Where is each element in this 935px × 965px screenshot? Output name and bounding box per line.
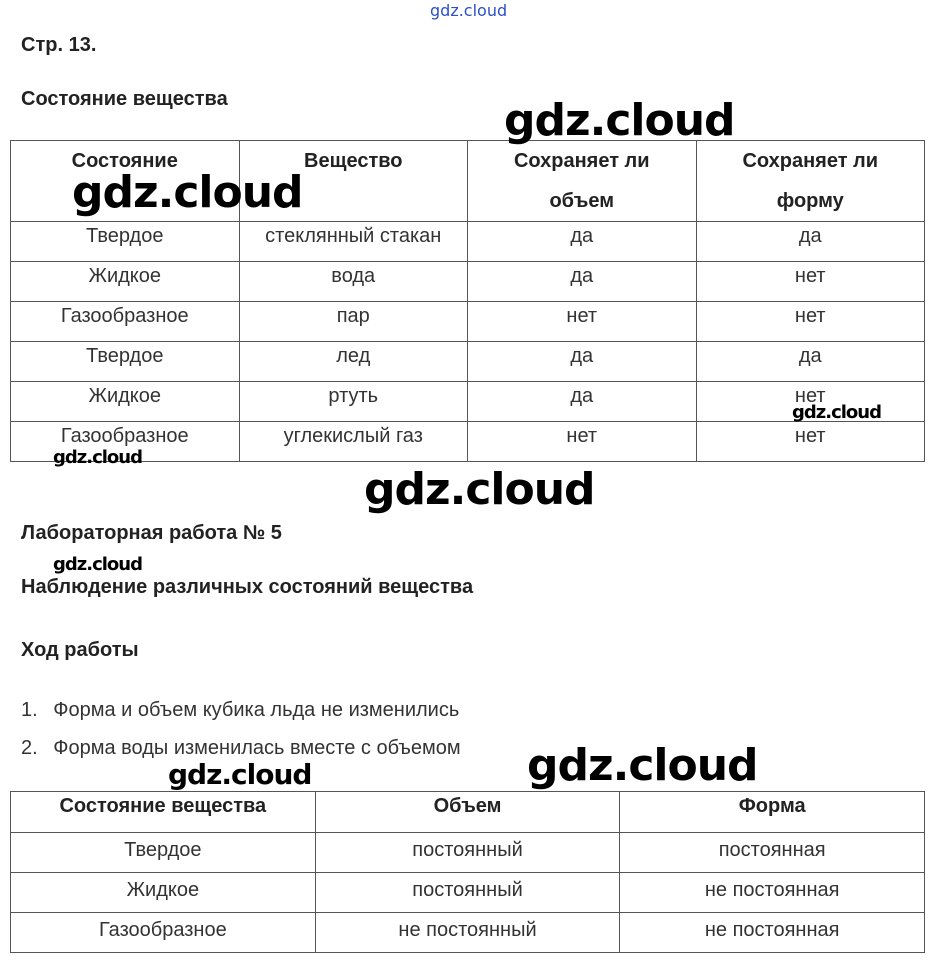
page-reference: Стр. 13. [21,34,97,56]
table-row [11,422,925,462]
watermark: gdz.cloud [53,447,142,468]
lab-title: Лабораторная работа № 5 [21,522,282,544]
table-row [11,302,925,342]
table-row [11,222,925,262]
table-cell: Твердое [11,222,240,262]
table-row [11,873,925,913]
table-cell: Жидкое [11,873,316,913]
header-volume: Объем [315,792,620,833]
table-cell: лед [239,342,468,382]
watermark: gdz.cloud [504,95,735,146]
table-cell: да [696,342,925,382]
table-cell: нет [696,422,925,462]
step-text: Форма воды изменилась вместе с объемом [53,737,461,759]
table-cell: Газообразное [11,422,240,462]
header-state: Состояние вещества [11,792,316,833]
table-row [11,833,925,873]
header-substance: Вещество [239,141,468,222]
section-title: Состояние вещества [21,88,228,110]
table-cell: постоянный [315,873,620,913]
table-cell: да [696,222,925,262]
step-2 [21,737,461,760]
table-row [11,342,925,382]
table-cell: Жидкое [11,262,240,302]
table-cell: Жидкое [11,382,240,422]
table-cell: вода [239,262,468,302]
table-cell: да [468,222,697,262]
table-cell: постоянная [620,833,925,873]
table-cell: Твердое [11,342,240,382]
table-cell: нет [468,302,697,342]
table-cell: не постоянный [315,913,620,953]
header-keeps-shape: Сохраняет ли форму [696,141,925,222]
table-cell: углекислый газ [239,422,468,462]
table-cell: нет [696,262,925,302]
header-shape: Форма [620,792,925,833]
top-watermark: gdz.cloud [430,1,508,20]
step-1 [21,699,459,722]
table-cell: постоянный [315,833,620,873]
table-row [11,913,925,953]
table-cell: ртуть [239,382,468,422]
observation-table [10,791,925,953]
watermark: gdz.cloud [527,740,758,791]
table-cell: нет [468,422,697,462]
table-cell: пар [239,302,468,342]
header-keeps-volume: Сохраняет ли объем [468,141,697,222]
table-cell: не постоянная [620,913,925,953]
table-cell: нет [696,382,925,422]
table-cell: Твердое [11,833,316,873]
table-cell: Газообразное [11,302,240,342]
table-cell: не постоянная [620,873,925,913]
table-cell: да [468,342,697,382]
procedure-title: Ход работы [21,639,139,661]
watermark: gdz.cloud [72,167,303,218]
watermark: gdz.cloud [792,402,881,423]
lab-subtitle: Наблюдение различных состояний вещества [21,576,474,598]
watermark: gdz.cloud [364,464,595,515]
step-number: 1. [21,699,38,721]
table-cell: да [468,382,697,422]
watermark: gdz.cloud [168,758,312,791]
step-text: Форма и объем кубика льда не изменились [53,699,460,721]
table-cell: нет [696,302,925,342]
table-cell: стеклянный стакан [239,222,468,262]
table-header-row [11,792,925,833]
table-cell: да [468,262,697,302]
step-number: 2. [21,737,38,759]
table-row [11,262,925,302]
table-cell: Газообразное [11,913,316,953]
watermark: gdz.cloud [53,554,142,575]
header-state: Состояние [11,141,240,222]
table-row [11,382,925,422]
